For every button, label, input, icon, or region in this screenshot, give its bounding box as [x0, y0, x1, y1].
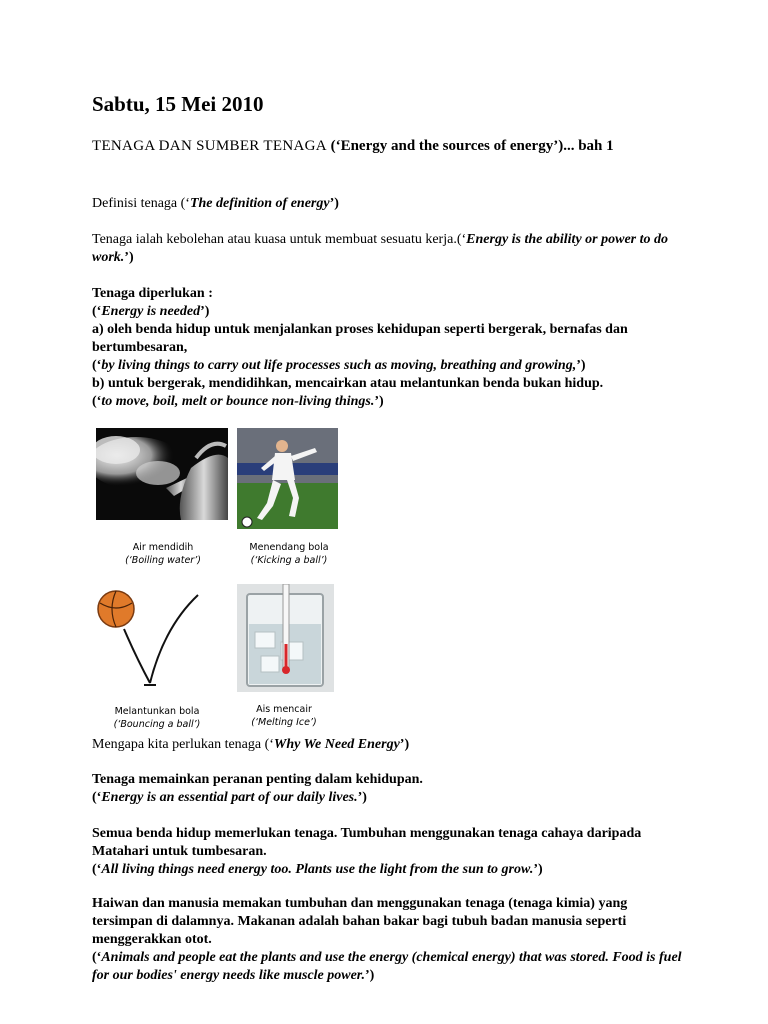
melting-ice-image: [237, 584, 334, 692]
caption-bouncing-malay: Melantunkan bola: [114, 706, 200, 717]
caption-bouncing-ball: [94, 705, 220, 731]
needed-a-english: by living things to carry out life processes such as moving, breathing and growing,: [101, 358, 577, 373]
definition-english: Energy is the ability or power to do work.: [92, 232, 668, 265]
needed-heading: Tenaga diperlukan :: [92, 286, 213, 301]
needed-b-english-line: (‘to move, boil, melt or bounce non-living things.’): [92, 394, 384, 409]
needed-b-english: to move, boil, melt or bounce non-living things.: [101, 394, 375, 409]
paragraph-1: [92, 771, 682, 807]
why-heading: [92, 736, 682, 754]
p2-malay: Semua benda hidup memerlukan tenaga. Tumbuhan menggunakan tenaga cahaya daripada Matahari untuk tumbesaran.: [92, 826, 642, 859]
definition-heading: [92, 195, 682, 213]
kicking-ball-image: [237, 428, 338, 529]
energy-needed-section: [92, 285, 682, 411]
needed-english: Energy is needed: [101, 304, 201, 319]
why-end: ’): [399, 737, 410, 752]
subtitle-english: (‘Energy and the sources of energy’)... bah 1: [330, 138, 614, 154]
definition-end: ’): [124, 250, 134, 265]
p1-malay: Tenaga memainkan peranan penting dalam kehidupan.: [92, 772, 423, 787]
date-heading: Sabtu, 15 Mei 2010: [92, 92, 264, 116]
definition-malay: Tenaga ialah kebolehan atau kuasa untuk membuat sesuatu kerja.(‘: [92, 232, 467, 247]
paragraph-3: [92, 895, 682, 985]
needed-close: ’): [200, 304, 210, 319]
caption-melting-malay: Ais mencair: [256, 704, 312, 715]
p2-english-line: (‘All living things need energy too. Plants use the light from the sun to grow.’): [92, 862, 543, 877]
definition-heading-malay: Definisi tenaga (‘: [92, 196, 190, 211]
bouncing-ball-image: [94, 587, 204, 692]
caption-boiling-malay: Air mendidih: [132, 542, 194, 553]
caption-bouncing-english: (‘Bouncing a ball’): [113, 719, 201, 730]
caption-boiling-english: (‘Boiling water’): [125, 555, 201, 566]
p3-english-line: (‘Animals and people eat the plants and use the energy (chemical energy) that was stored. Food is fuel for our bodies' energy needs like muscle power.’): [92, 950, 682, 983]
p3-malay: Haiwan dan manusia memakan tumbuhan dan menggunakan tenaga (tenaga kimia) yang tersimpan di dalamnya. Makanan adalah bahan bakar bagi tubuh badan manusia seperti menggerakkan otot.: [92, 896, 628, 947]
needed-open: (‘: [92, 304, 102, 319]
definition-heading-english: The definition of energy: [189, 196, 330, 211]
energy-examples-figure: [94, 425, 354, 735]
caption-boiling-water: [100, 541, 226, 567]
caption-melting-ice: [234, 703, 334, 729]
subtitle-malay: TENAGA DAN SUMBER TENAGA: [92, 138, 327, 154]
p2-english: All living things need energy too. Plants use the light from the sun to grow.: [101, 862, 534, 877]
needed-a-english-line: (‘by living things to carry out life processes such as moving, breathing and growing,’): [92, 358, 586, 373]
post-subtitle: [92, 137, 682, 156]
needed-english-line: [92, 303, 682, 321]
p1-english-line: (‘Energy is an essential part of our daily lives.’): [92, 790, 367, 805]
needed-a-malay: a) oleh benda hidup untuk menjalankan proses kehidupan seperti bergerak, bernafas dan bertumbesaran,: [92, 322, 628, 355]
paragraph-2: [92, 825, 682, 879]
p3-english: Animals and people eat the plants and use the energy (chemical energy) that was stored. Food is fuel for our bodies' energy needs like muscle power.: [92, 950, 682, 983]
caption-kicking-malay: Menendang bola: [249, 542, 329, 553]
definition-heading-end: ’): [329, 196, 339, 211]
why-malay: Mengapa kita perlukan tenaga (‘: [92, 737, 274, 752]
caption-kicking-ball: [234, 541, 344, 567]
definition-paragraph: [92, 231, 682, 267]
boiling-kettle-image: [96, 428, 228, 520]
needed-b-malay: b) untuk bergerak, mendidihkan, mencairkan atau melantunkan benda bukan hidup.: [92, 376, 604, 391]
why-english: Why We Need Energy: [273, 737, 400, 752]
p1-english: Energy is an essential part of our daily lives.: [101, 790, 358, 805]
caption-melting-english: (‘Melting Ice’): [251, 717, 317, 728]
caption-kicking-english: (‘Kicking a ball’): [250, 555, 328, 566]
